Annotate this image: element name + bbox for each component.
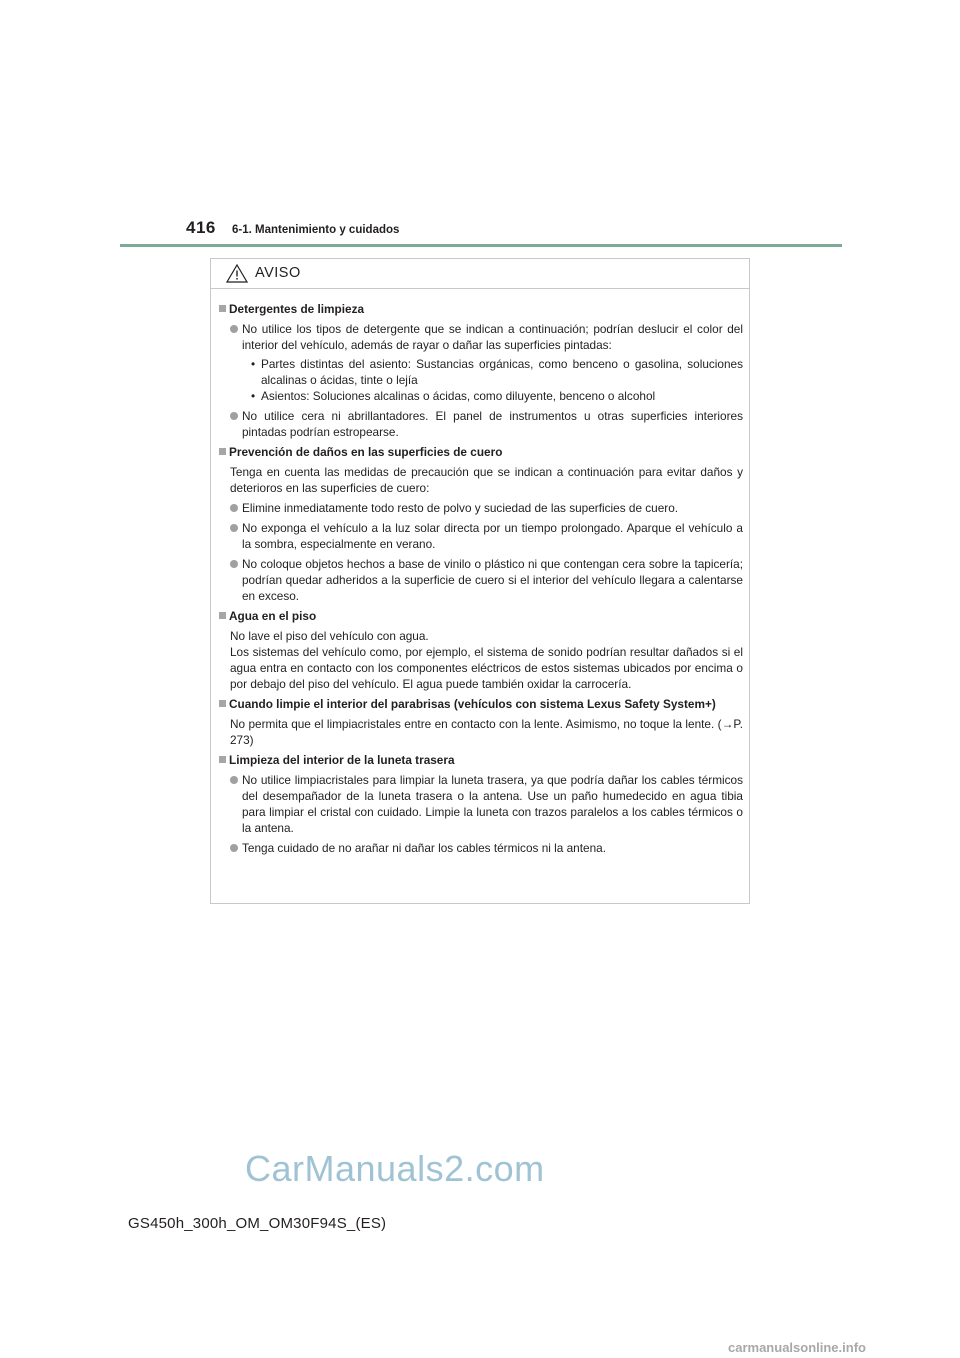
circle-bullet-icon [230, 412, 238, 420]
circle-bullet-icon [230, 844, 238, 852]
list-item [219, 840, 743, 856]
middle-dot-icon: • [251, 389, 256, 403]
paragraph: No permita que el limpiacristales entre en contacto con la lente. Asimismo, no toque la lente. (→P. 273) [230, 717, 743, 747]
sub-list-item [219, 388, 743, 404]
section-heading-text: Detergentes de limpieza [229, 302, 365, 316]
section-heading [219, 608, 743, 624]
page-number: 416 [186, 218, 216, 237]
paragraph-line: Los sistemas del vehículo como, por ejemplo, el sistema de sonido podrían resultar dañados si el agua entra en contacto con los componentes eléctricos de estos sistemas ubicados por encima o por debajo del piso del vehículo. El agua puede también oxidar la carrocería. [230, 645, 743, 691]
list-item-text: No coloque objetos hechos a base de vinilo o plástico ni que contengan cera sobre la tapicería; podrían quedar adheridos a la superficie de cuero si el interior del vehículo llegara a calentarse en exceso. [242, 557, 743, 603]
list-item [219, 556, 743, 604]
list-item [219, 408, 743, 440]
warning-body [211, 289, 749, 856]
list-item-text: Tenga cuidado de no arañar ni dañar los cables térmicos ni la antena. [242, 841, 606, 855]
list-item-text: No utilice cera ni abrillantadores. El panel de instrumentos u otras superficies interiores pintadas podrían estropearse. [242, 409, 743, 439]
corner-watermark: carmanualsonline.info [728, 1340, 866, 1355]
list-item-text: No utilice los tipos de detergente que se indican a continuación; podrían deslucir el color del interior del vehículo, además de rayar o dañar las superficies pintadas: [242, 322, 743, 352]
sub-list-item-text: Partes distintas del asiento: Sustancias orgánicas, como benceno o gasolina, soluciones alcalinas o ácidas, tinte o lejía [261, 357, 743, 387]
page-header [0, 0, 960, 250]
header-divider [120, 244, 842, 247]
section-heading-text: Cuando limpie el interior del parabrisas (vehículos con sistema Lexus Safety System+) [229, 697, 716, 711]
square-bullet-icon [219, 612, 226, 619]
square-bullet-icon [219, 448, 226, 455]
circle-bullet-icon [230, 776, 238, 784]
section-heading [219, 444, 743, 460]
section-heading-text: Limpieza del interior de la luneta trasera [229, 753, 455, 767]
circle-bullet-icon [230, 325, 238, 333]
list-item-text: No utilice limpiacristales para limpiar la luneta trasera, ya que podría dañar los cables térmicos del desempañador de la luneta trasera o la antena. Use un paño humedecido en agua tibia para limpiar el cristal con cuidado. Limpie la luneta con trazos paralelos a los cables térmicos o la antena. [242, 773, 743, 835]
square-bullet-icon [219, 756, 226, 763]
circle-bullet-icon [230, 524, 238, 532]
watermark-logo: CarManuals2.com [245, 1148, 545, 1189]
section-heading-text: Agua en el piso [229, 609, 317, 623]
warning-box [210, 258, 750, 904]
square-bullet-icon [219, 700, 226, 707]
paragraph-line: No lave el piso del vehículo con agua. [230, 629, 429, 643]
manual-id: GS450h_300h_OM_OM30F94S_(ES) [128, 1215, 387, 1232]
warning-title: AVISO [255, 265, 301, 281]
sub-list-item [219, 356, 743, 388]
section-heading [219, 301, 743, 317]
warning-triangle-icon [226, 264, 248, 283]
section-heading [219, 752, 743, 768]
list-item [219, 500, 743, 516]
list-item-text: Elimine inmediatamente todo resto de polvo y suciedad de las superficies de cuero. [242, 501, 679, 515]
list-item-text: No exponga el vehículo a la luz solar directa por un tiempo prolongado. Aparque el vehículo a la sombra, especialmente en verano. [242, 521, 743, 551]
circle-bullet-icon [230, 504, 238, 512]
square-bullet-icon [219, 305, 226, 312]
middle-dot-icon: • [251, 357, 256, 371]
paragraph [219, 628, 743, 692]
section-heading-text: Prevención de daños en las superficies de cuero [229, 445, 503, 459]
section-title: 6-1. Mantenimiento y cuidados [232, 224, 400, 236]
list-item [219, 772, 743, 836]
paragraph: Tenga en cuenta las medidas de precaución que se indican a continuación para evitar daños y deterioros en las superficies de cuero: [230, 465, 743, 495]
circle-bullet-icon [230, 560, 238, 568]
warning-box-header [211, 259, 749, 289]
section-heading [219, 696, 743, 712]
sub-list-item-text: Asientos: Soluciones alcalinas o ácidas, como diluyente, benceno o alcohol [261, 389, 656, 403]
list-item [219, 520, 743, 552]
list-item [219, 321, 743, 353]
